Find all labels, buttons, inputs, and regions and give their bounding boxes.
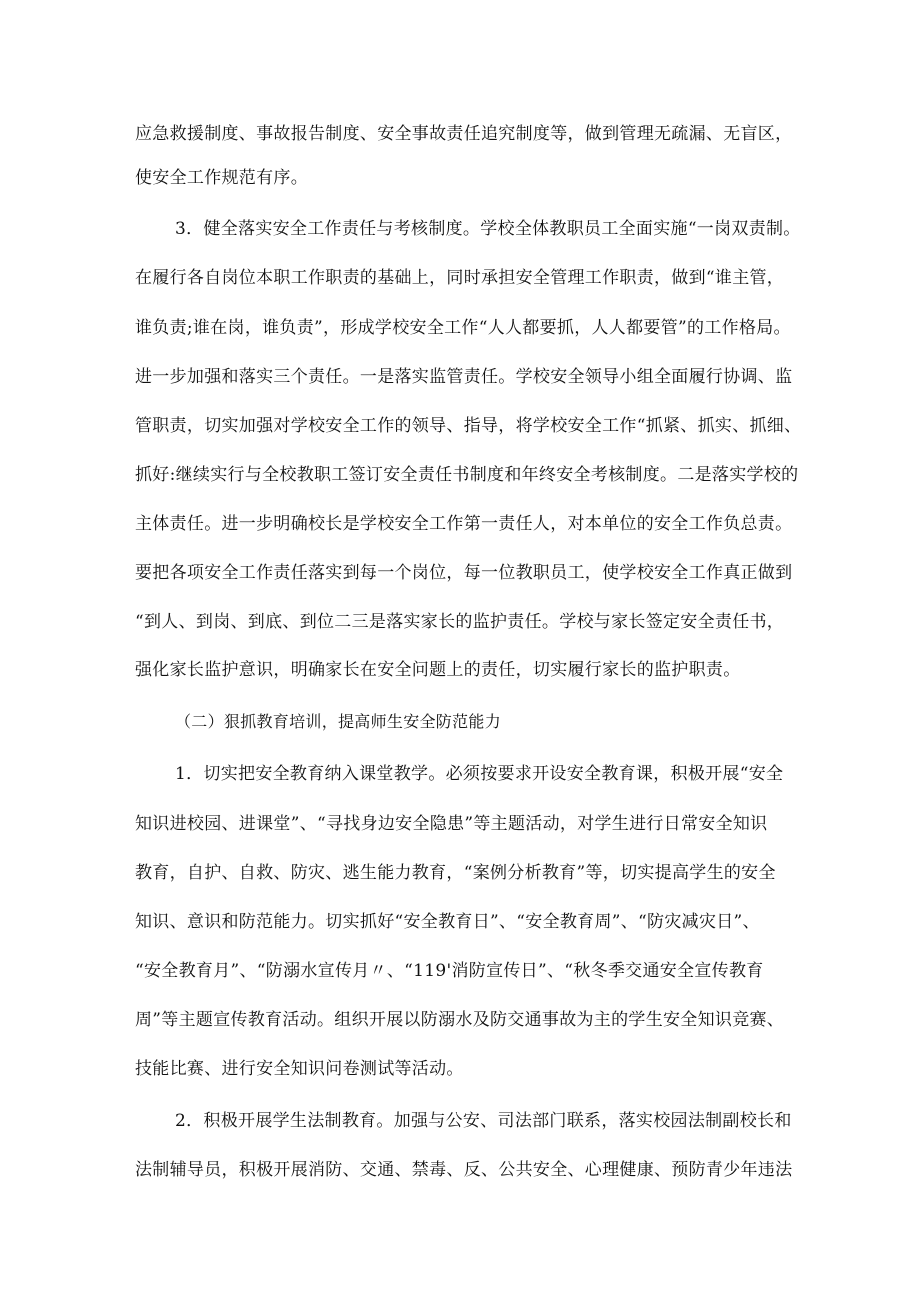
text-line: 周”等主题宣传教育活动。组织开展以防溺水及防交通事故为主的学生安全知识竞赛、 [135,1010,785,1030]
heading-line: （二）狠抓教育培训，提高师生安全防范能力 [175,712,502,731]
text-line: 强化家长监护意识，明确家长在安全问题上的责任，切实履行家长的监护职责。 [135,660,741,680]
text-line: 法制辅导员，积极开展消防、交通、禁毒、反、公共安全、心理健康、预防青少年违法 [135,1160,793,1180]
text-line: 1．切实把安全教育纳入课堂教学。必须按要求开设安全教育课，积极开展“安全 [175,764,784,784]
text-line: 应急救援制度、事故报告制度、安全事故责任追究制度等，做到管理无疏漏、无盲区， [135,124,793,144]
text-line: “安全教育月”、“防溺水宣传月〃、“119'消防宣传日”、“秋冬季交通安全宣传教育 [135,961,764,981]
text-line: 使安全工作规范有序。 [135,168,308,188]
text-line: 2．积极开展学生法制教育。加强与公安、司法部门联系，落实校园法制副校长和 [175,1111,792,1131]
text-line: 要把各项安全工作责任落实到每一个岗位，每一位教职员工，使学校安全工作真正做到 [135,563,793,583]
text-line: 进一步加强和落实三个责任。一是落实监管责任。学校安全领导小组全面履行协调、监 [135,367,793,387]
text-line: 主体责任。进一步明确校长是学校安全工作第一责任人，对本单位的安全工作负总责。 [135,514,793,534]
text-line: 管职责，切实加强对学校安全工作的领导、指导，将学校安全工作“抓紧、抓实、抓细、 [135,416,802,436]
text-line: “到人、到岗、到底、到位二三是落实家长的监护责任。学校与家长签定安全责任书， [135,612,785,632]
text-line: 技能比赛、进行安全知识问卷测试等活动。 [135,1059,464,1079]
text-line: 教育，自护、自救、防灾、逃生能力教育，“案例分析教育”等，切实提高学生的安全 [135,863,776,883]
text-line: 知识、意识和防范能力。切实抓好“安全教育日”、“安全教育周”、“防灾减灾日”、 [135,912,760,932]
text-line: 3．健全落实安全工作责任与考核制度。学校全体教职员工全面实施“一岗双责制。 [175,219,801,239]
text-line: 谁负责;谁在岗，谁负责”，形成学校安全工作“人人都要抓，人人都要管”的工作格局。 [135,318,791,338]
text-line: 知识进校园、进课堂”、“寻找身边安全隐患”等主题活动，对学生进行日常安全知识 [135,814,768,834]
text-line: 抓好:继续实行与全校教职工签订安全责任书制度和年终安全考核制度。二是落实学校的 [135,465,799,485]
text-line: 在履行各自岗位本职工作职责的基础上，同时承担安全管理工作职责，做到“谁主管， [135,268,785,288]
